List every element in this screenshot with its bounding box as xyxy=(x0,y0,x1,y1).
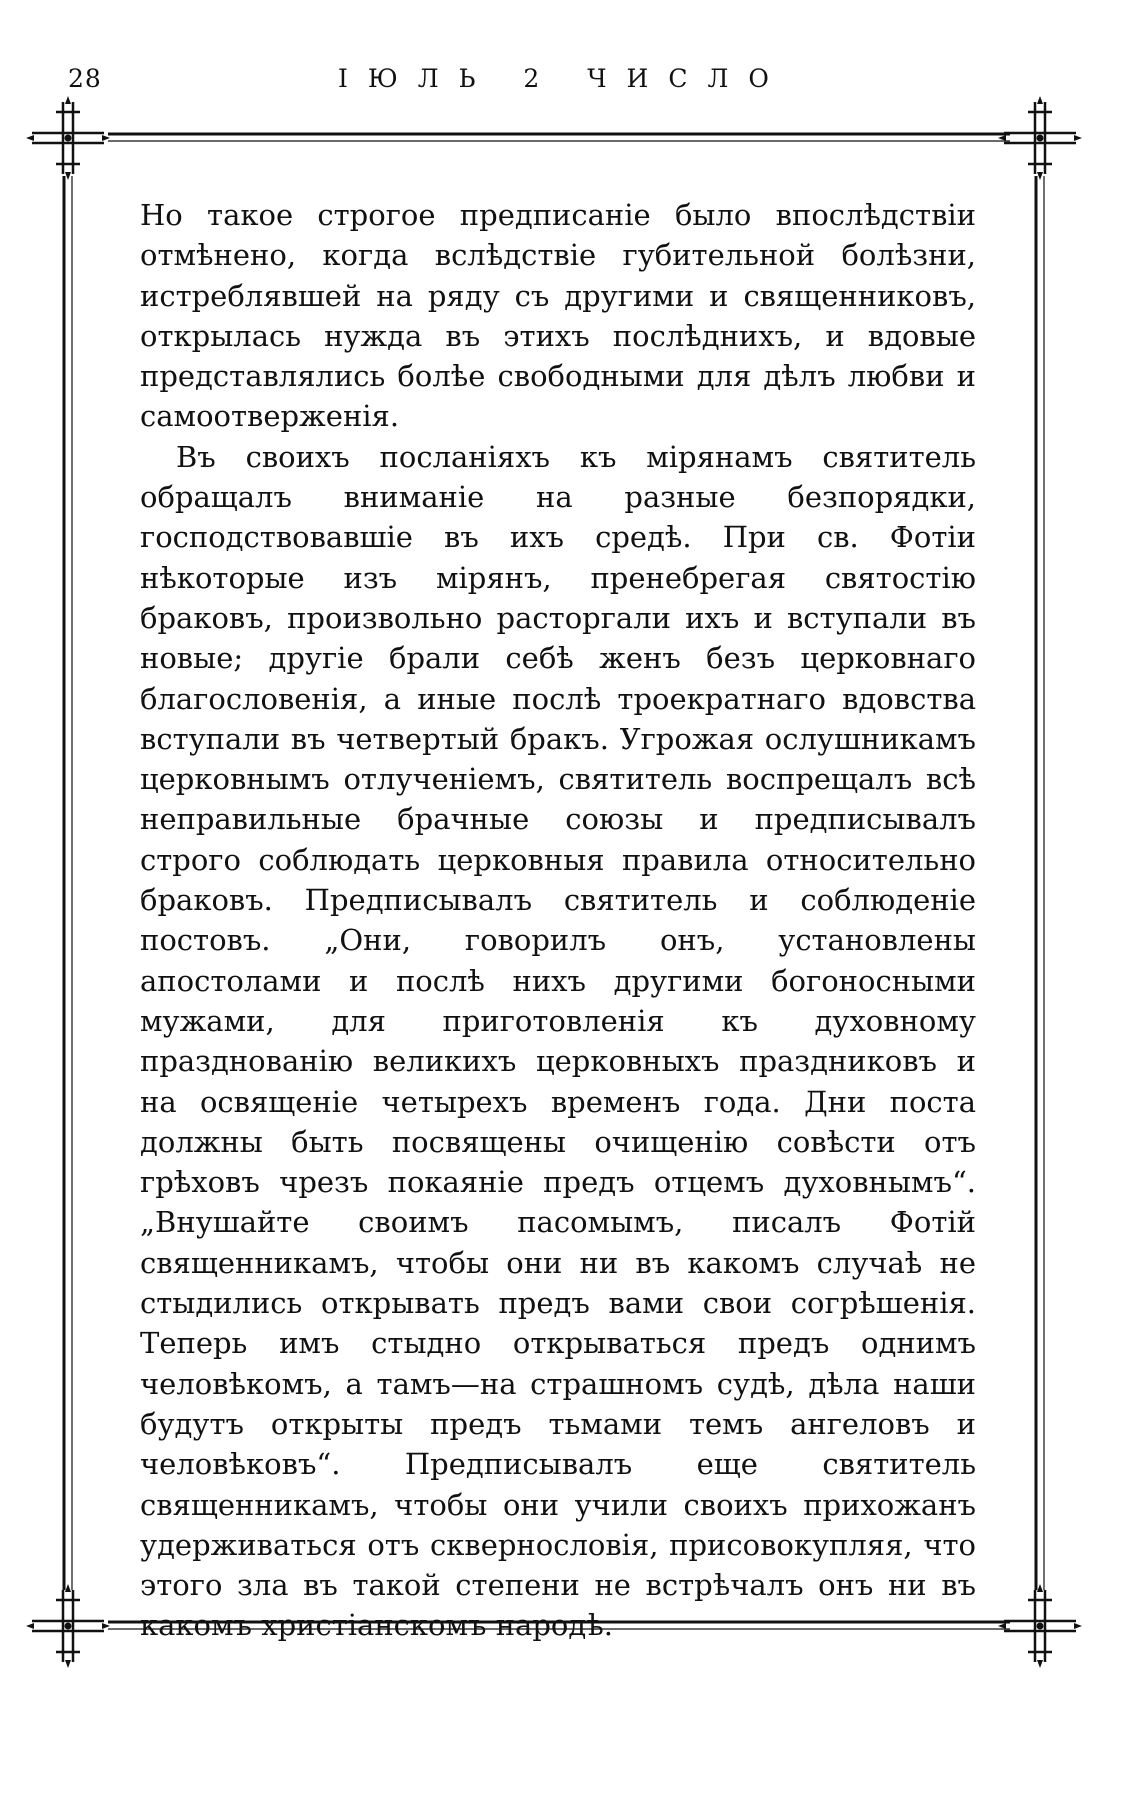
page-number: 28 xyxy=(68,64,102,93)
paragraph-2: Въ своихъ посланіяхъ къ мірянамъ святитель обращалъ вниманіе на разные безпорядки, господствовавшіе въ ихъ средѣ. При св. Фотіи нѣкоторые изъ мірянъ, пренебрегая святостію браковъ, произвольно расторгали ихъ и вступали въ новые; другіе брали себѣ женъ безъ церковнаго благословенія, а иные послѣ троекратнаго вдовства вступали въ четвертый бракъ. Угрожая ослушникамъ церковнымъ отлученіемъ, святитель воспрещалъ всѣ неправильные брачные союзы и предписывалъ строго соблюдать церковныя правила относительно браковъ. Предписывалъ святитель и соблюденіе постовъ. „Они, говорилъ онъ, установлены апостолами и послѣ нихъ другими богоносными мужами, для приготовленія къ духовному празднованію великихъ церковныхъ праздниковъ и на освященіе четырехъ временъ года. Дни поста должны быть посвящены очищенію совѣсти отъ грѣховъ чрезъ покаяніе предъ отцемъ духовнымъ“. „Внушайте своимъ пасомымъ, писалъ Фотій священникамъ, чтобы они ни въ какомъ случаѣ не стыдились открывать предъ вами свои согрѣшенія. Теперь имъ стыдно открываться предъ однимъ человѣкомъ, а тамъ—на страшномъ судѣ, дѣла наши будутъ открыты предъ тьмами темъ ангеловъ и человѣковъ“. Предписывалъ еще святитель священникамъ, чтобы они учили своихъ прихожанъ удерживаться отъ сквернословія, присовокупляя, что этого зла въ такой степени не встрѣчалъ онъ ни въ какомъ христіанскомъ народѣ. xyxy=(140,439,976,1643)
running-head: ІЮЛЬ 2 ЧИСЛО xyxy=(338,64,789,93)
paragraph-1: Но такое строгое предписаніе было впослѣдствіи отмѣнено, когда вслѣдствіе губительной болѣзни, истреблявшей на ряду съ другими и священниковъ, открылась нужда въ этихъ послѣднихъ, и вдовые представлялись болѣе свободными для дѣлъ любви и самоотверженія. xyxy=(140,198,976,434)
article-body xyxy=(140,195,976,1646)
